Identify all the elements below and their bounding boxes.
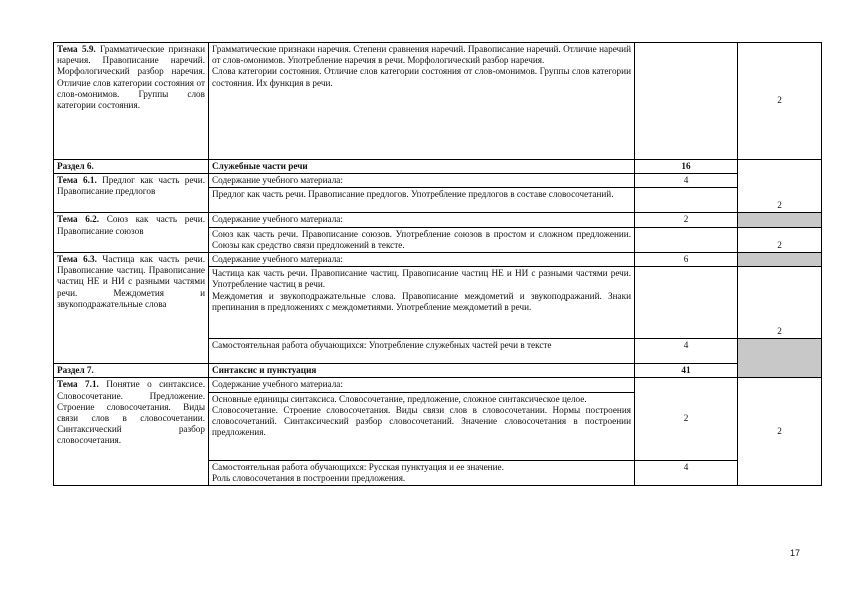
shaded-cell — [738, 339, 822, 378]
shaded-cell — [738, 213, 822, 227]
content-header: Содержание учебного материала: — [209, 378, 635, 392]
level-cell: 2 — [738, 43, 822, 160]
self-study-cell — [209, 460, 635, 485]
table-row — [54, 213, 822, 227]
section-name: Синтаксис и пунктуация — [209, 364, 635, 378]
topic-title: Тема 6.2. — [57, 214, 100, 225]
content-header: Содержание учебного материала: — [209, 174, 635, 188]
hours-cell — [635, 267, 738, 339]
content-cell — [209, 43, 635, 160]
level-cell: 2 — [738, 227, 822, 252]
hours-cell: 6 — [635, 253, 738, 267]
hours-cell — [635, 227, 738, 252]
topic-name: Предлог как часть речи. Правописание предлогов — [57, 175, 205, 197]
content-header: Содержание учебного материала: — [209, 253, 635, 267]
hours-cell: 4 — [635, 339, 738, 364]
hours-cell: 2 — [635, 213, 738, 227]
content-text: Основные единицы синтаксиса. Словосочетание, предложение, сложное синтаксическое целое. — [212, 393, 587, 404]
table-row — [54, 174, 822, 188]
hours-cell: 4 — [635, 174, 738, 188]
topic-title: Тема 6.3. — [57, 254, 97, 265]
section-row — [54, 160, 822, 174]
table-row — [54, 253, 822, 267]
content-text: Союз как часть речи. Правописание союзов. Употребление союзов в простом и сложном предложении. Союзы как средство связи предложений в тексте. — [209, 227, 635, 252]
topic-cell — [54, 174, 209, 213]
topic-cell — [54, 213, 209, 253]
self-study-text: Роль словосочетания в построении предложения. — [212, 472, 406, 483]
hours-cell: 4 — [635, 460, 738, 485]
topic-title: Тема 7.1. — [57, 379, 99, 390]
hours-cell — [635, 188, 738, 213]
topic-title: Тема 6.1. — [57, 175, 97, 186]
content-header: Содержание учебного материала: — [209, 213, 635, 227]
section-hours: 41 — [635, 364, 738, 378]
content-cell — [209, 267, 635, 339]
hours-cell — [635, 43, 738, 160]
topic-name: Союз как часть речи. Правописание союзов — [57, 214, 206, 236]
section-hours: 16 — [635, 160, 738, 174]
topic-cell — [54, 43, 209, 160]
table-row — [54, 43, 822, 160]
section-row — [54, 364, 822, 378]
shaded-cell — [738, 253, 822, 267]
content-cell — [209, 392, 635, 460]
section-title: Раздел 6. — [54, 160, 209, 174]
level-cell: 2 — [738, 160, 822, 213]
level-cell: 2 — [738, 378, 822, 486]
topic-cell — [54, 378, 209, 486]
content-text: Предлог как часть речи. Правописание предлогов. Употребление предлогов в составе словосочетаний. — [209, 188, 635, 213]
topic-title: Тема 5.9. — [57, 44, 96, 54]
content-text: Междометия и звукоподражательные слова. Правописание междометий и звукоподражаний. Знаки препинания в предложениях с междометиями. Употребление междометий в речи. — [212, 290, 631, 312]
hours-cell: 2 — [635, 378, 738, 460]
content-text: Слова категории состояния. Отличие слов категории состояния от слов-омонимов. Группы слов категории состояния. Их функция в речи. — [212, 66, 631, 88]
content-text: Частица как часть речи. Правописание частиц. Правописание частиц НЕ и НИ с разными частями речи. Употребление частиц в речи. — [212, 268, 631, 290]
section-name: Служебные части речи — [209, 160, 635, 174]
topic-cell — [54, 253, 209, 364]
topic-name: Понятие о синтаксисе. Словосочетание. Предложение. Строение словосочетания. Виды связи слов в словосочетании. Синтаксический разбор словосочетания. — [57, 379, 205, 446]
level-cell: 2 — [738, 267, 822, 339]
topic-name: Частица как часть речи. Правописание частиц. Правописание частиц НЕ и НИ с разными частями речи. Междометия и звукоподражательные слова — [57, 254, 205, 309]
section-title: Раздел 7. — [54, 364, 209, 378]
page-number: 17 — [790, 548, 801, 558]
table-row — [54, 378, 822, 392]
content-text: Словосочетание. Строение словосочетания. Виды связи слов в словосочетании. Нормы построения словосочетаний. Синтаксический разбор словосочетаний. Значение словосочетания в построении предложения. — [212, 404, 631, 438]
self-study-text: Самостоятельная работа обучающихся: Употребление служебных частей речи в тексте — [209, 339, 635, 364]
content-text: Грамматические признаки наречия. Степени сравнения наречий. Правописание наречий. Отличие наречий от слов-омонимов. Употребление наречия в речи. Морфологический разбор наречия. — [212, 44, 631, 66]
topic-name: Грамматические признаки наречия. Правописание наречий. Морфологический разбор наречия. Отличие слов категории состояния от слов-омонимов. Группы слов категории состояния. — [57, 44, 205, 111]
curriculum-table — [53, 42, 822, 486]
self-study-text: Самостоятельная работа обучающихся: Русская пунктуация и ее значение. — [212, 461, 504, 472]
